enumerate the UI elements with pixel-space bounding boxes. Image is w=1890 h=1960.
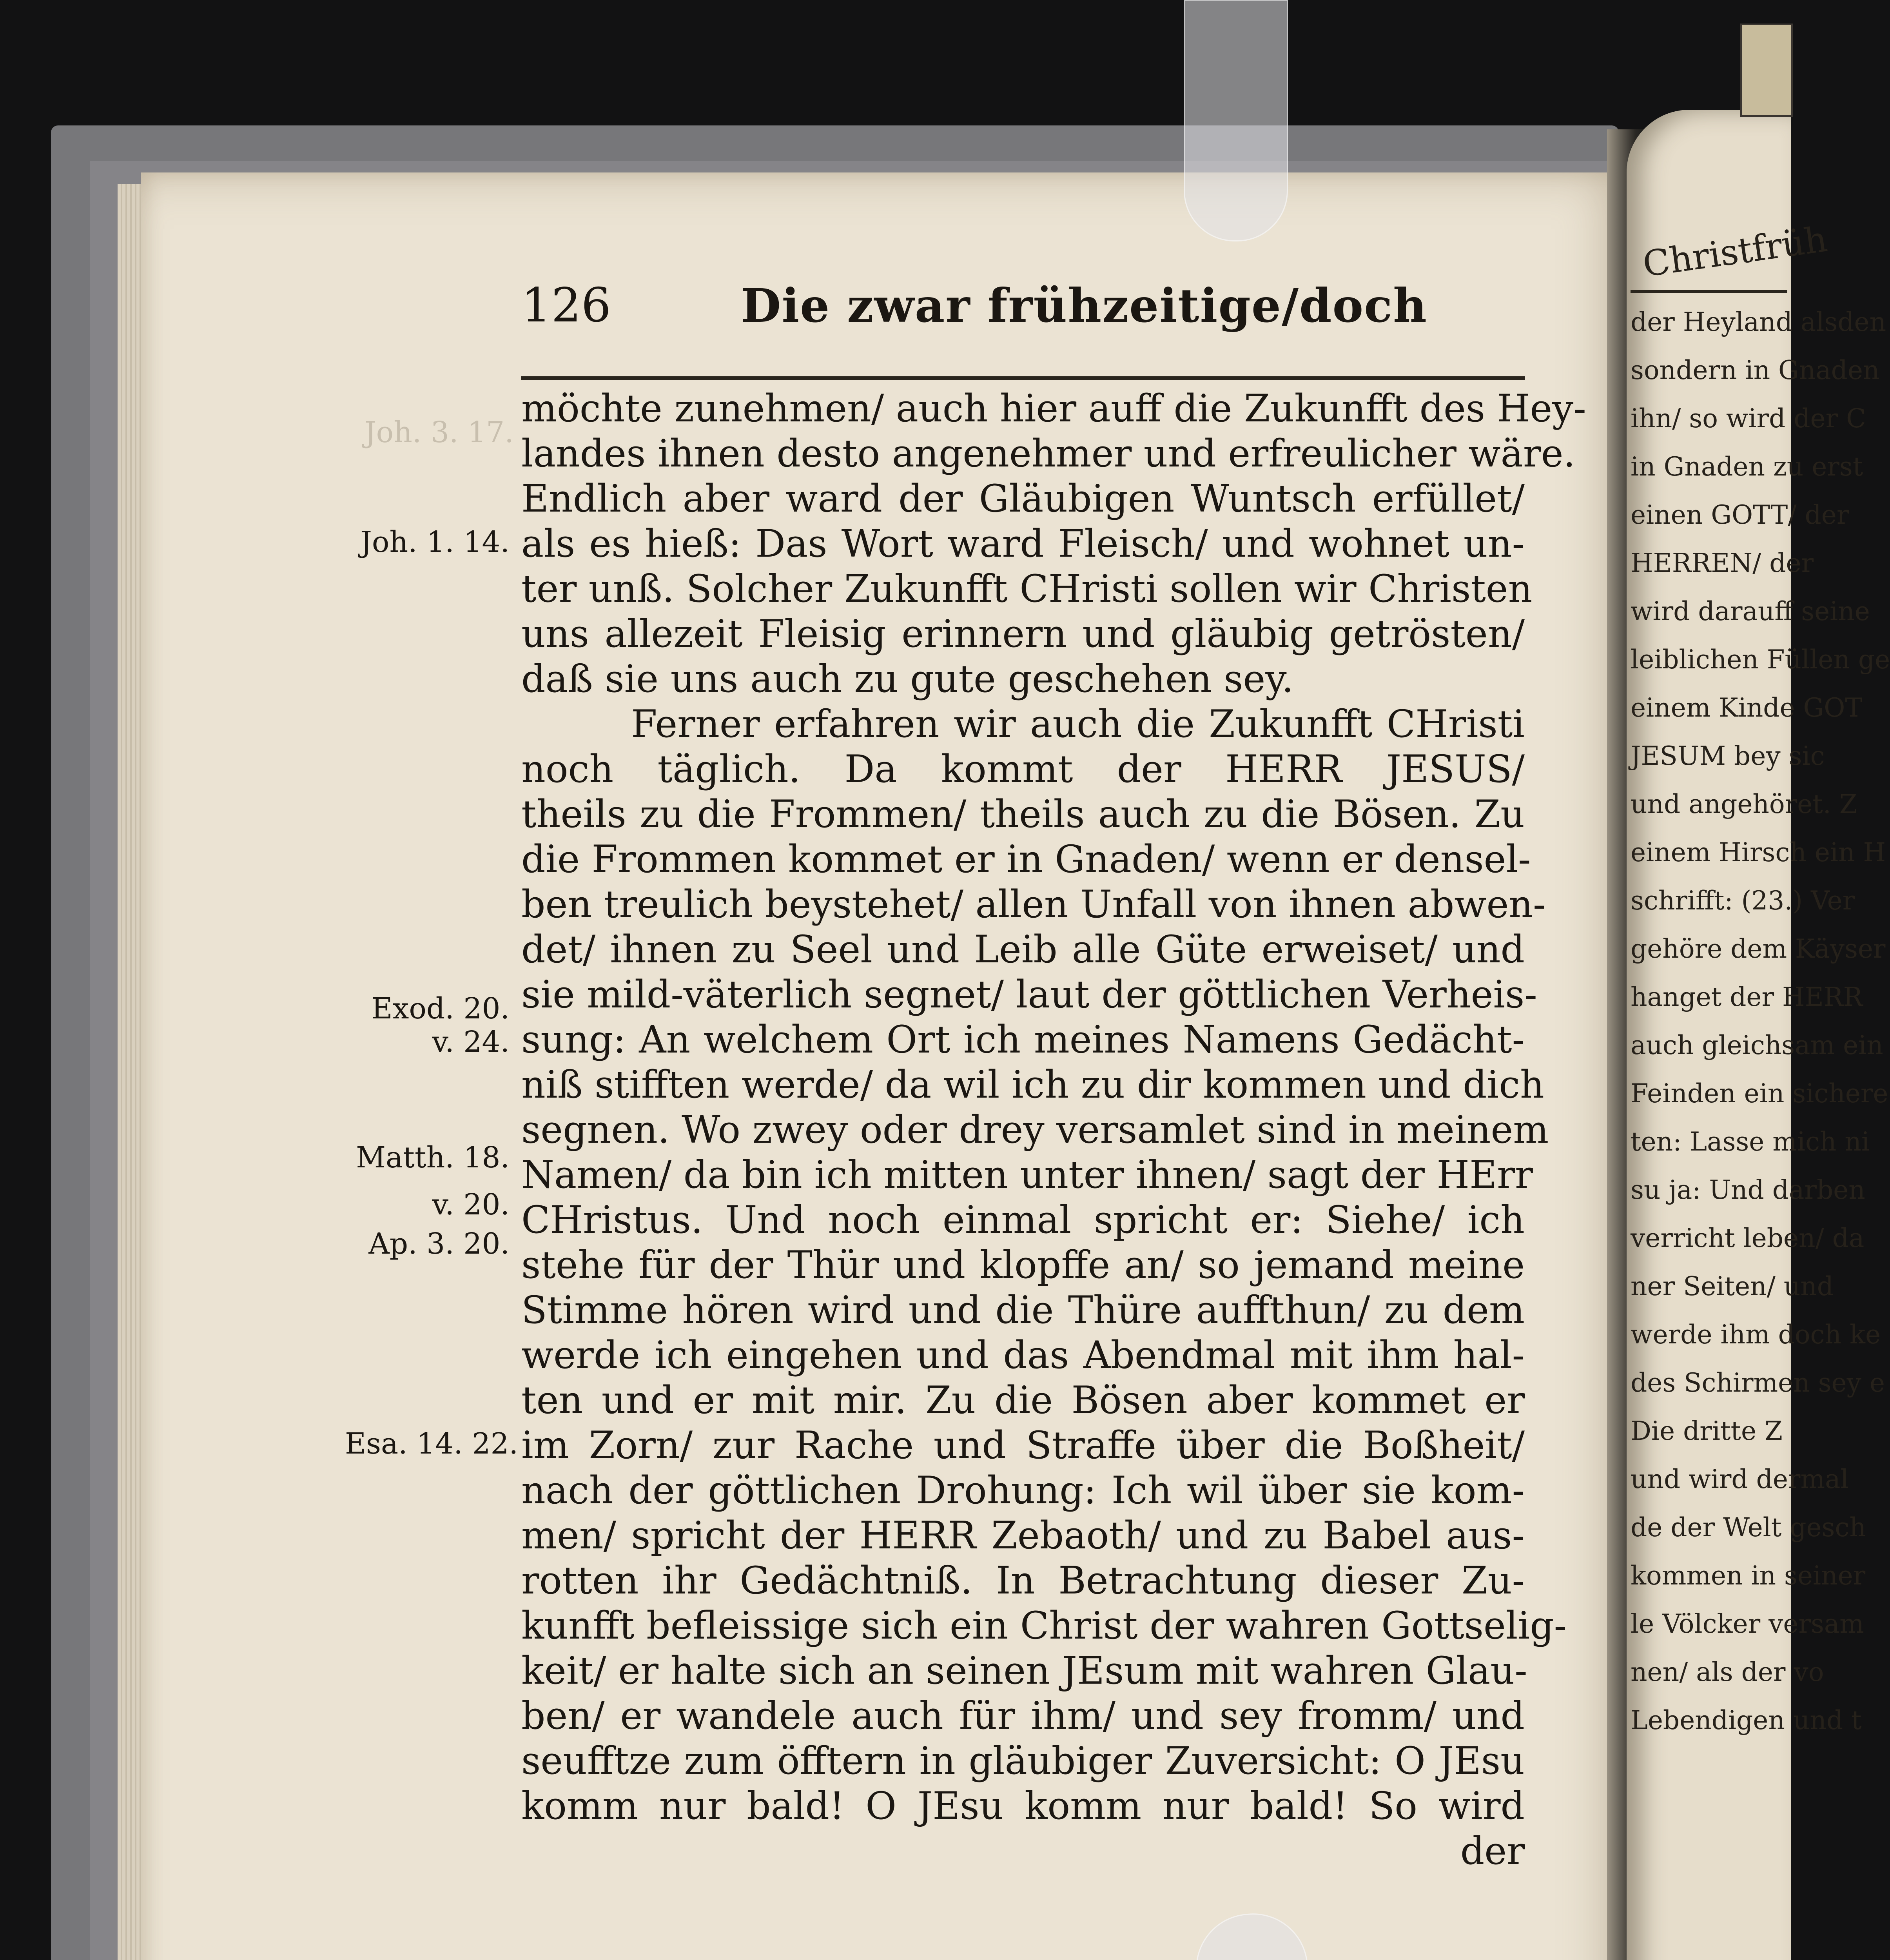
margin-note: Exod. 20. [371,992,510,1025]
right-text-line: kommen in seiner [1631,1561,1866,1591]
text-line: det/ ihnen zu Seel und Leib alle Güte erweiset/ und [521,927,1525,971]
text-line: sung: An welchem Ort ich meines Namens Gedächt- [521,1018,1525,1062]
body-text [521,386,1586,1874]
right-running-head: Christfrüh [1640,218,1830,285]
right-text-line: einem Hirsch ein H [1631,837,1886,867]
text-line: ten und er mit mir. Zu die Bösen aber kommet er [521,1378,1525,1422]
text-line: seufftze zum öfftern in gläubiger Zuversicht: O JEsu [521,1739,1525,1783]
text-line: Stimme hören wird und die Thüre auffthun/ zu dem [521,1288,1525,1332]
page-corner-tab [1740,24,1793,117]
right-text-line: JESUM bey sic [1631,741,1825,771]
text-line: die Frommen kommet er in Gnaden/ wenn er densel- [521,837,1531,881]
text-line: uns allezeit Fleisig erinnern und gläubig getrösten/ [521,612,1525,656]
right-text-line: werde ihm doch ke [1631,1319,1881,1350]
right-text-line: ten: Lasse mich ni [1631,1127,1870,1157]
text-line: nach der göttlichen Drohung: Ich wil über sie kom- [521,1468,1525,1512]
text-line: als es hieß: Das Wort ward Fleisch/ und wohnet un- [521,522,1525,566]
right-text-line: sondern in Gnaden [1631,355,1880,385]
right-text-line: wird darauff seine [1631,596,1870,626]
right-text-line: in Gnaden zu erst [1631,452,1863,482]
right-text-line: su ja: Und darben [1631,1175,1865,1205]
text-line: landes ihnen desto angenehmer und erfreulicher wäre. [521,432,1576,475]
text-line: keit/ er halte sich an seinen JEsum mit wahren Glau- [521,1649,1527,1693]
right-text-line: einen GOTT/ der [1631,500,1849,530]
catchword: der [1460,1829,1525,1873]
right-text-line: schrifft: (23.) Ver [1631,886,1855,916]
right-text-line: ner Seiten/ und [1631,1271,1834,1301]
right-text-line: HERREN/ der [1631,548,1814,578]
text-line: rotten ihr Gedächtniß. In Betrachtung dieser Zu- [521,1559,1525,1602]
top-glass-clip [1184,0,1288,241]
right-text-line: verricht leben/ da [1631,1223,1865,1253]
text-line: ben treulich beystehet/ allen Unfall von ihnen abwen- [521,882,1546,926]
text-line: kunfft befleissige sich ein Christ der wahren Gottselig- [521,1604,1567,1648]
text-line: men/ spricht der HERR Zebaoth/ und zu Babel aus- [521,1514,1525,1557]
show-through-marginal: Joh. 3. 17. [365,416,514,449]
right-text-line: und wird dermal [1631,1464,1849,1494]
right-text-line: des Schirmen sey e [1631,1368,1885,1398]
right-text-line: auch gleichsam ein [1631,1030,1883,1060]
margin-note: v. 20. [432,1188,510,1221]
margin-note: v. 24. [432,1025,510,1059]
text-line: CHristus. Und noch einmal spricht er: Siehe/ ich [521,1198,1525,1242]
right-text-line: Lebendigen und t [1631,1705,1862,1735]
margin-note: Esa. 14. 22. [345,1427,519,1461]
text-line: Endlich aber ward der Gläubigen Wuntsch erfüllet/ [521,477,1525,521]
right-text-line: und angehöret. Z [1631,789,1857,819]
margin-note: Matth. 18. [356,1141,510,1174]
text-line: Namen/ da bin ich mitten unter ihnen/ sagt der HErr [521,1153,1533,1197]
right-text-line: de der Welt gesch [1631,1512,1866,1543]
text-line: stehe für der Thür und klopffe an/ so jemand meine [521,1243,1525,1287]
text-line: werde ich eingehen und das Abendmal mit ihm hal- [521,1333,1525,1377]
header-rule [521,376,1525,380]
margin-note: Ap. 3. 20. [368,1227,510,1261]
right-text-line: nen/ als der vo [1631,1657,1824,1687]
right-text-line: Feinden ein sichere [1631,1078,1888,1109]
text-line: möchte zunehmen/ auch hier auff die Zukunfft des Hey- [521,387,1586,430]
text-line: noch täglich. Da kommt der HERR JESUS/ [521,747,1525,791]
page-number: 126 [521,278,611,333]
right-text-line: hanget der HERR [1631,982,1863,1012]
right-text-line: leiblichen Füllen ge [1631,644,1890,675]
text-line: komm nur bald! O JEsu komm nur bald! So wird [521,1784,1525,1828]
text-line: ter unß. Solcher Zukunfft CHristi sollen wir Christen [521,567,1533,611]
text-line: daß sie uns auch zu gute geschehen sey. [521,657,1294,701]
right-text-line: ihn/ so wird der C [1631,403,1866,434]
right-text-line: Die dritte Z [1631,1416,1783,1446]
text-line: sie mild-väterlich segnet/ laut der göttlichen Verheis- [521,973,1537,1016]
right-text-line: der Heyland alsden [1631,307,1886,337]
page-header [521,270,1525,349]
text-line: im Zorn/ zur Rache und Straffe über die Boßheit/ [521,1423,1525,1467]
right-text-line: gehöre dem Käyser [1631,934,1886,964]
text-line: theils zu die Frommen/ theils auch zu die Bösen. Zu [521,792,1525,836]
right-text-line: einem Kinde GOT [1631,693,1863,723]
text-line: niß stifften werde/ da wil ich zu dir kommen und dich [521,1063,1544,1107]
text-line: segnen. Wo zwey oder drey versamlet sind in meinem [521,1108,1549,1152]
right-text-line: le Völcker versam [1631,1609,1864,1639]
text-line: Ferner erfahren wir auch die Zukunfft CHristi [631,702,1525,746]
running-head: Die zwar frühzeitige/doch [741,278,1427,333]
margin-note: Joh. 1. 14. [360,525,510,559]
text-line: ben/ er wandele auch für ihm/ und sey fromm/ und [521,1694,1525,1738]
right-page-text [1631,204,1890,1744]
